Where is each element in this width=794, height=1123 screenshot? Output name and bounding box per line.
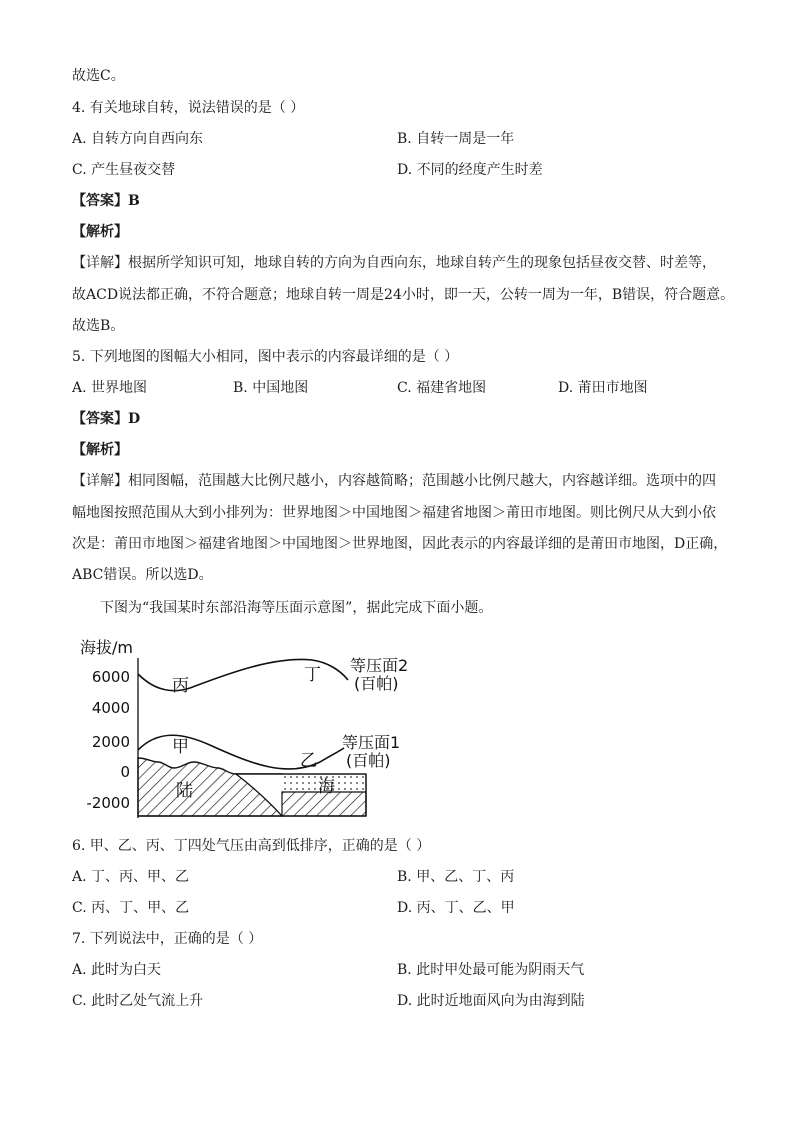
q7-option-b: B. 此时甲处最可能为阴雨天气 — [397, 962, 585, 978]
q5-detail-line-4: ABC错误。所以选D。 — [72, 567, 213, 583]
point-yi: 乙 — [300, 751, 317, 771]
question-7-stem: 7. 下列说法中，正确的是（ ） — [72, 931, 263, 947]
q5-answer: 【答案】D — [72, 411, 141, 427]
surface-2-unit: (百帕) — [354, 674, 399, 693]
q7-option-d: D. 此时近地面风向为由海到陆 — [397, 993, 585, 1009]
q7-option-c: C. 此时乙处气流上升 — [72, 993, 204, 1009]
tick-6000: 6000 — [91, 668, 130, 686]
question-6-stem: 6. 甲、乙、丙、丁四处气压由高到低排序，正确的是（ ） — [72, 838, 431, 854]
q5-detail-line-1: 【详解】相同图幅，范围越大比例尺越小，内容越简略；范围越小比例尺越大，内容越详细。选项中的四 — [72, 473, 716, 489]
q4-option-a: A. 自转方向自西向东 — [72, 131, 204, 147]
q4-answer: 【答案】B — [72, 193, 140, 209]
q6-option-d: D. 丙、丁、乙、甲 — [397, 900, 515, 916]
tick-2000: 2000 — [91, 733, 130, 751]
question-4-stem: 4. 有关地球自转，说法错误的是（ ） — [72, 100, 305, 116]
q5-option-d: D. 莆田市地图 — [558, 380, 648, 396]
q6-option-c: C. 丙、丁、甲、乙 — [72, 900, 190, 916]
sea-label: 海 — [318, 777, 335, 797]
tick-neg-2000: -2000 — [86, 794, 130, 812]
point-ding: 丁 — [304, 665, 321, 685]
point-jia: 甲 — [172, 737, 189, 757]
q4-option-b: B. 自转一周是一年 — [397, 131, 515, 147]
tick-4000: 4000 — [91, 699, 130, 717]
q6-option-a: A. 丁、丙、甲、乙 — [72, 869, 190, 885]
q5-analysis-label: 【解析】 — [72, 442, 128, 458]
q5-detail-line-2: 幅地图按照范围从大到小排列为：世界地图＞中国地图＞福建省地图＞莆田市地图。则比例尺从大到小依 — [72, 505, 716, 521]
q4-detail-line-1: 【详解】根据所学知识可知，地球自转的方向为自西向东，地球自转产生的现象包括昼夜交替、时差等， — [72, 255, 716, 271]
q6-option-b: B. 甲、乙、丁、丙 — [397, 869, 515, 885]
isobaric-surface-diagram — [72, 630, 409, 825]
q4-detail-line-3: 故选B。 — [72, 318, 125, 334]
y-axis-label: 海拔/m — [80, 638, 133, 657]
q5-option-a: A. 世界地图 — [72, 380, 148, 396]
surface-1-unit: (百帕) — [346, 751, 391, 770]
figure-intro: 下图为“我国某时东部沿海等压面示意图”，据此完成下面小题。 — [100, 600, 493, 616]
q4-option-d: D. 不同的经度产生时差 — [397, 162, 543, 178]
land-label: 陆 — [176, 781, 193, 801]
prev-answer-tail: 故选C。 — [72, 68, 125, 84]
q4-option-c: C. 产生昼夜交替 — [72, 162, 176, 178]
q5-option-c: C. 福建省地图 — [397, 380, 487, 396]
point-bing: 丙 — [172, 676, 189, 696]
tick-0: 0 — [120, 763, 130, 781]
q4-analysis-label: 【解析】 — [72, 224, 128, 240]
question-5-stem: 5. 下列地图的图幅大小相同，图中表示的内容最详细的是（ ） — [72, 349, 459, 365]
surface-2-label: 等压面2 — [350, 656, 409, 675]
q5-detail-line-3: 次是：莆田市地图＞福建省地图＞中国地图＞世界地图，因此表示的内容最详细的是莆田市地图，D正确， — [72, 536, 728, 552]
q5-option-b: B. 中国地图 — [233, 380, 309, 396]
q4-detail-line-2: 故ACD说法都正确，不符合题意；地球自转一周是24小时，即一天，公转一周为一年，B错误，符合题意。 — [72, 287, 735, 303]
surface-1-label: 等压面1 — [342, 733, 401, 752]
q7-option-a: A. 此时为白天 — [72, 962, 162, 978]
